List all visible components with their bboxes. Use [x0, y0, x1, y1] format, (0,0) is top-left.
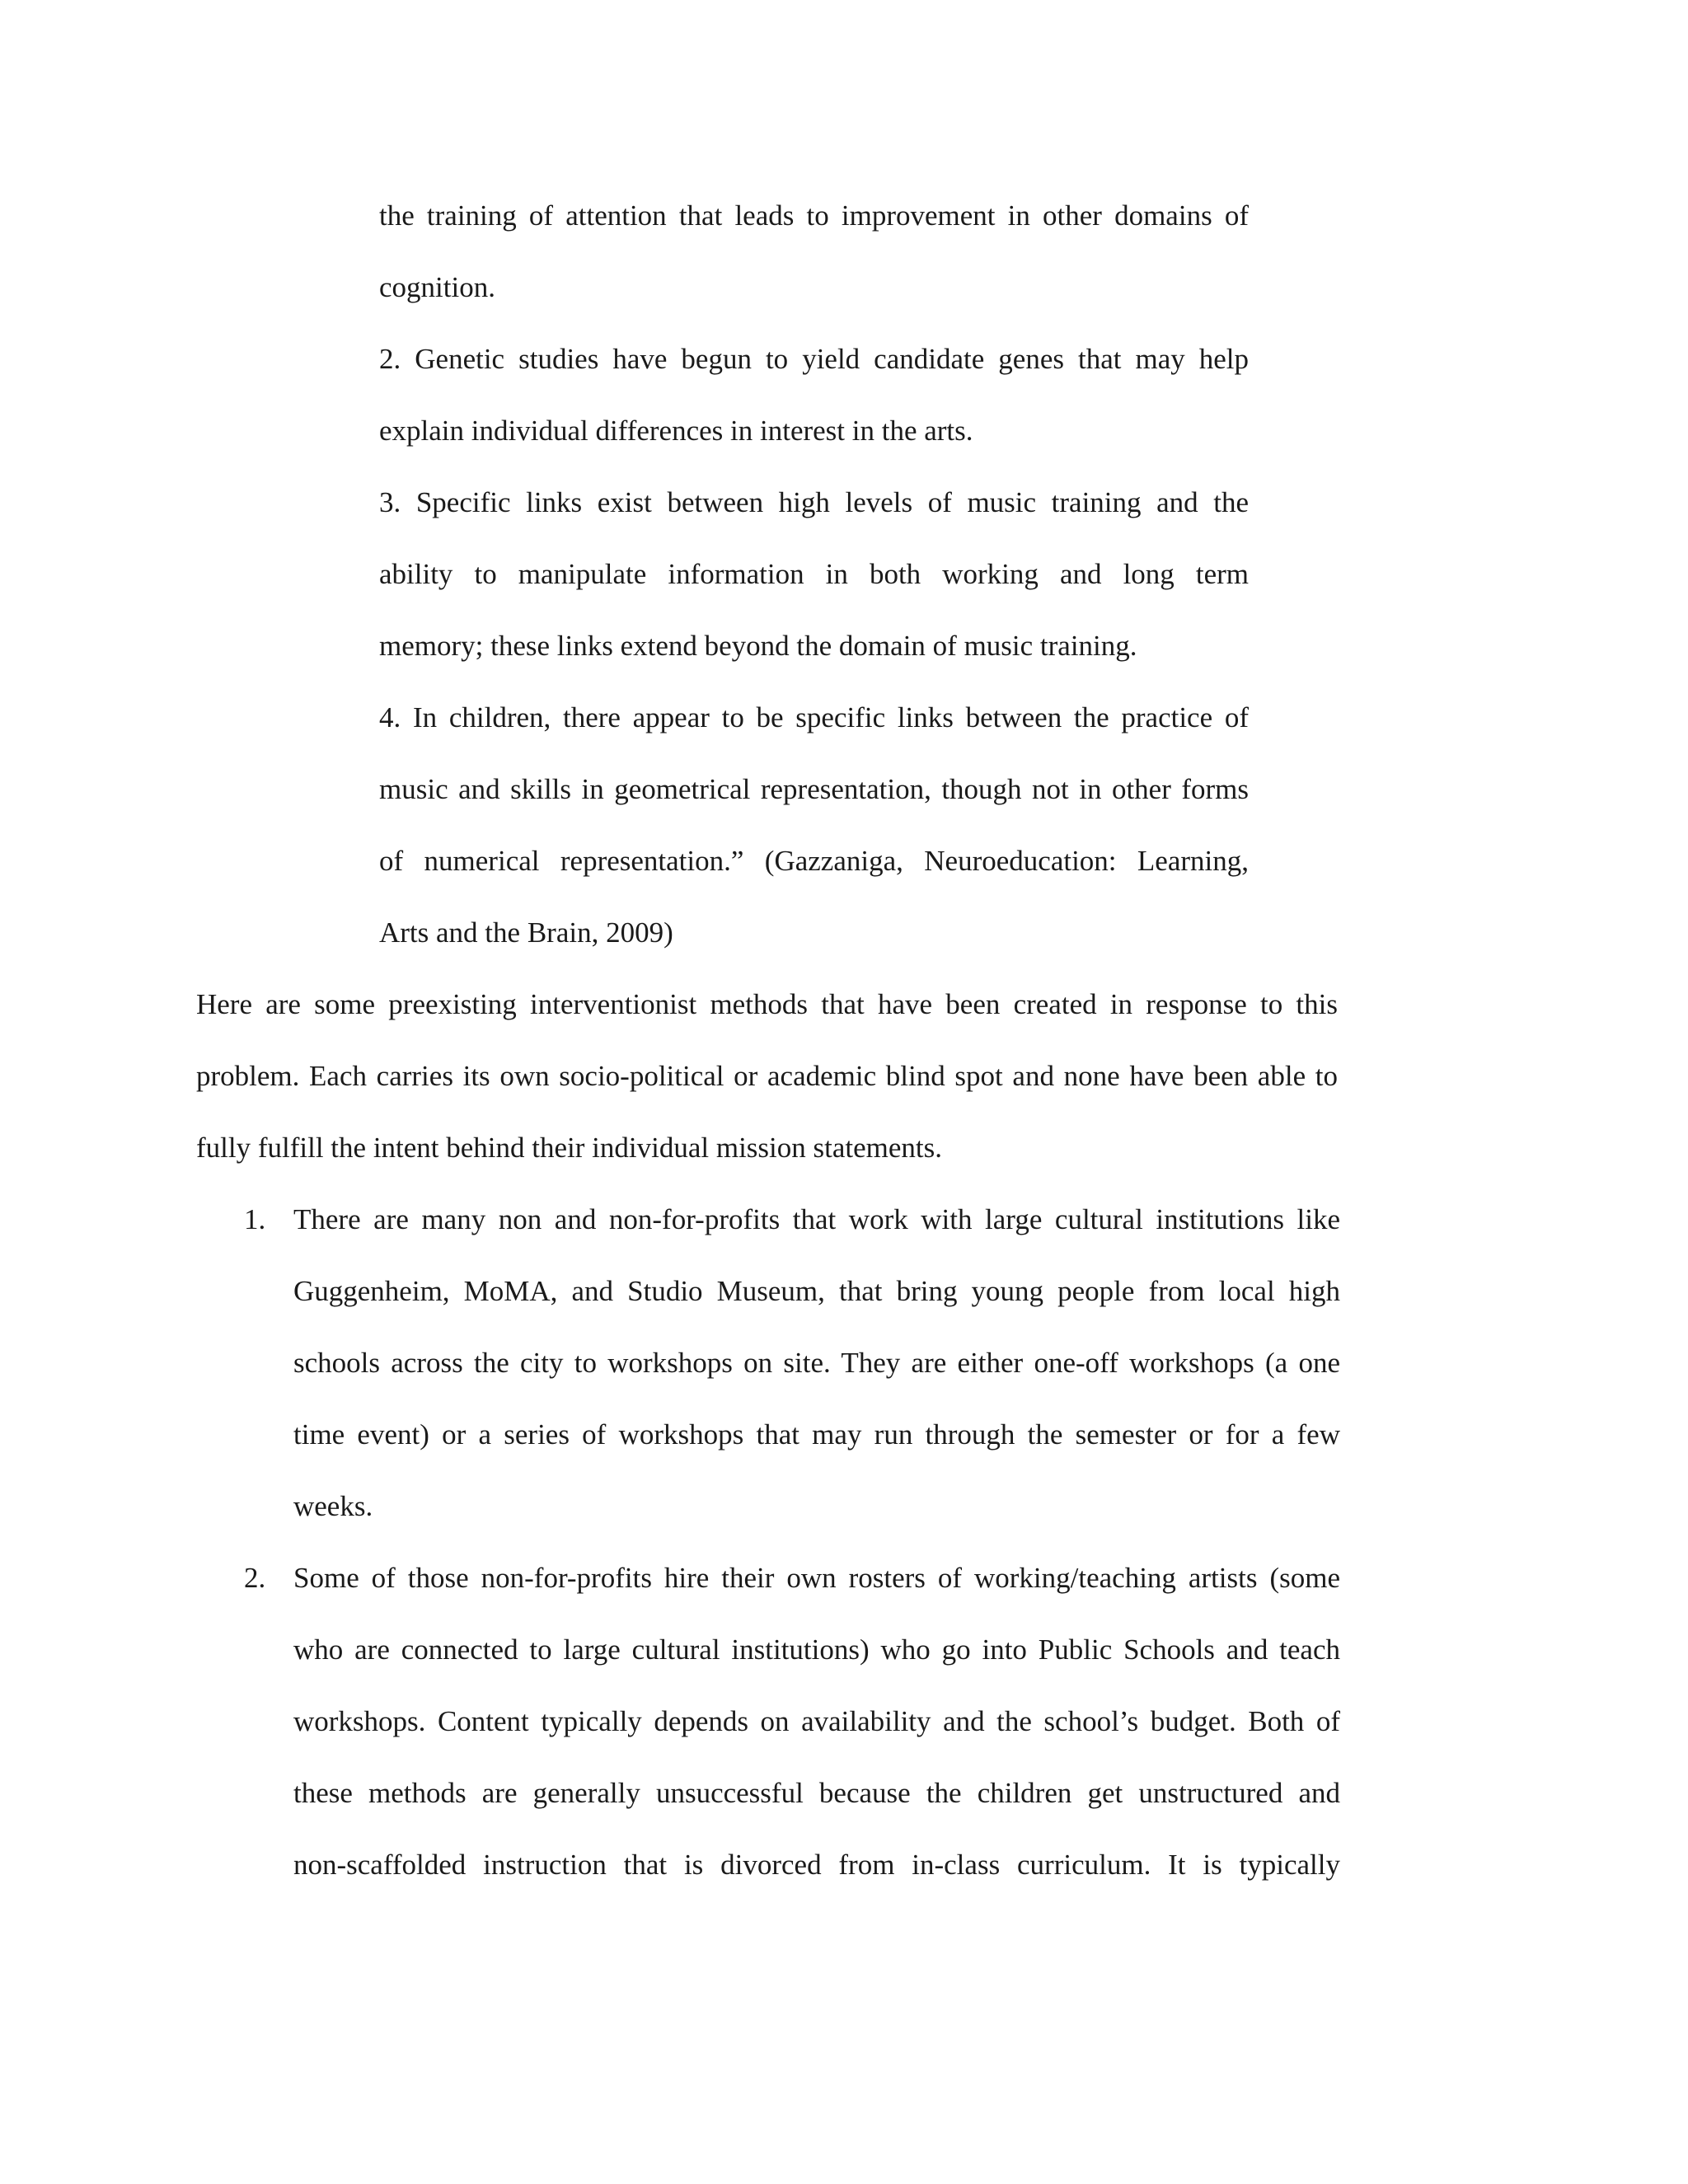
list-item-line: Guggenheim, MoMA, and Studio Museum, that bring young people from local high: [293, 1275, 1340, 1307]
paragraph-line: Here are some preexisting interventionist methods that have been created in response to this: [196, 988, 1338, 1020]
quote-line: explain individual differences in interest in the arts.: [379, 415, 973, 447]
quote-line: 4. In children, there appear to be specific links between the practice of: [379, 701, 1249, 733]
list-item-line: these methods are generally unsuccessful because the children get unstructured and: [293, 1777, 1340, 1809]
quote-line: 2. Genetic studies have begun to yield candidate genes that may help: [379, 343, 1249, 375]
list-item-line: time event) or a series of workshops that may run through the semester or for a few: [293, 1418, 1340, 1451]
quote-line: 3. Specific links exist between high levels of music training and the: [379, 486, 1249, 518]
paragraph-line: problem. Each carries its own socio-political or academic blind spot and none have been able to: [196, 1060, 1338, 1092]
list-item-number: 2.: [244, 1562, 266, 1594]
list-item-line: who are connected to large cultural institutions) who go into Public Schools and teach: [293, 1633, 1340, 1666]
quote-line: Arts and the Brain, 2009): [379, 916, 673, 949]
quote-line: ability to manipulate information in both working and long term: [379, 558, 1249, 590]
list-item-line: weeks.: [293, 1490, 373, 1522]
paragraph-line: fully fulfill the intent behind their individual mission statements.: [196, 1132, 943, 1164]
list-item-line: schools across the city to workshops on site. They are either one-off workshops (a one: [293, 1347, 1340, 1379]
quote-line: memory; these links extend beyond the domain of music training.: [379, 630, 1137, 662]
quote-line: of numerical representation.” (Gazzaniga, Neuroeducation: Learning,: [379, 845, 1249, 877]
quote-line: the training of attention that leads to improvement in other domains of: [379, 199, 1249, 232]
list-item-number: 1.: [244, 1203, 266, 1235]
quote-line: music and skills in geometrical representation, though not in other forms: [379, 773, 1249, 805]
quote-line: cognition.: [379, 271, 495, 303]
list-item-line: workshops. Content typically depends on availability and the school’s budget. Both of: [293, 1705, 1340, 1737]
list-item-line: non-scaffolded instruction that is divorced from in-class curriculum. It is typically: [293, 1849, 1340, 1881]
list-item-line: Some of those non-for-profits hire their own rosters of working/teaching artists (some: [293, 1562, 1340, 1594]
list-item-line: There are many non and non-for-profits that work with large cultural institutions like: [293, 1203, 1340, 1235]
